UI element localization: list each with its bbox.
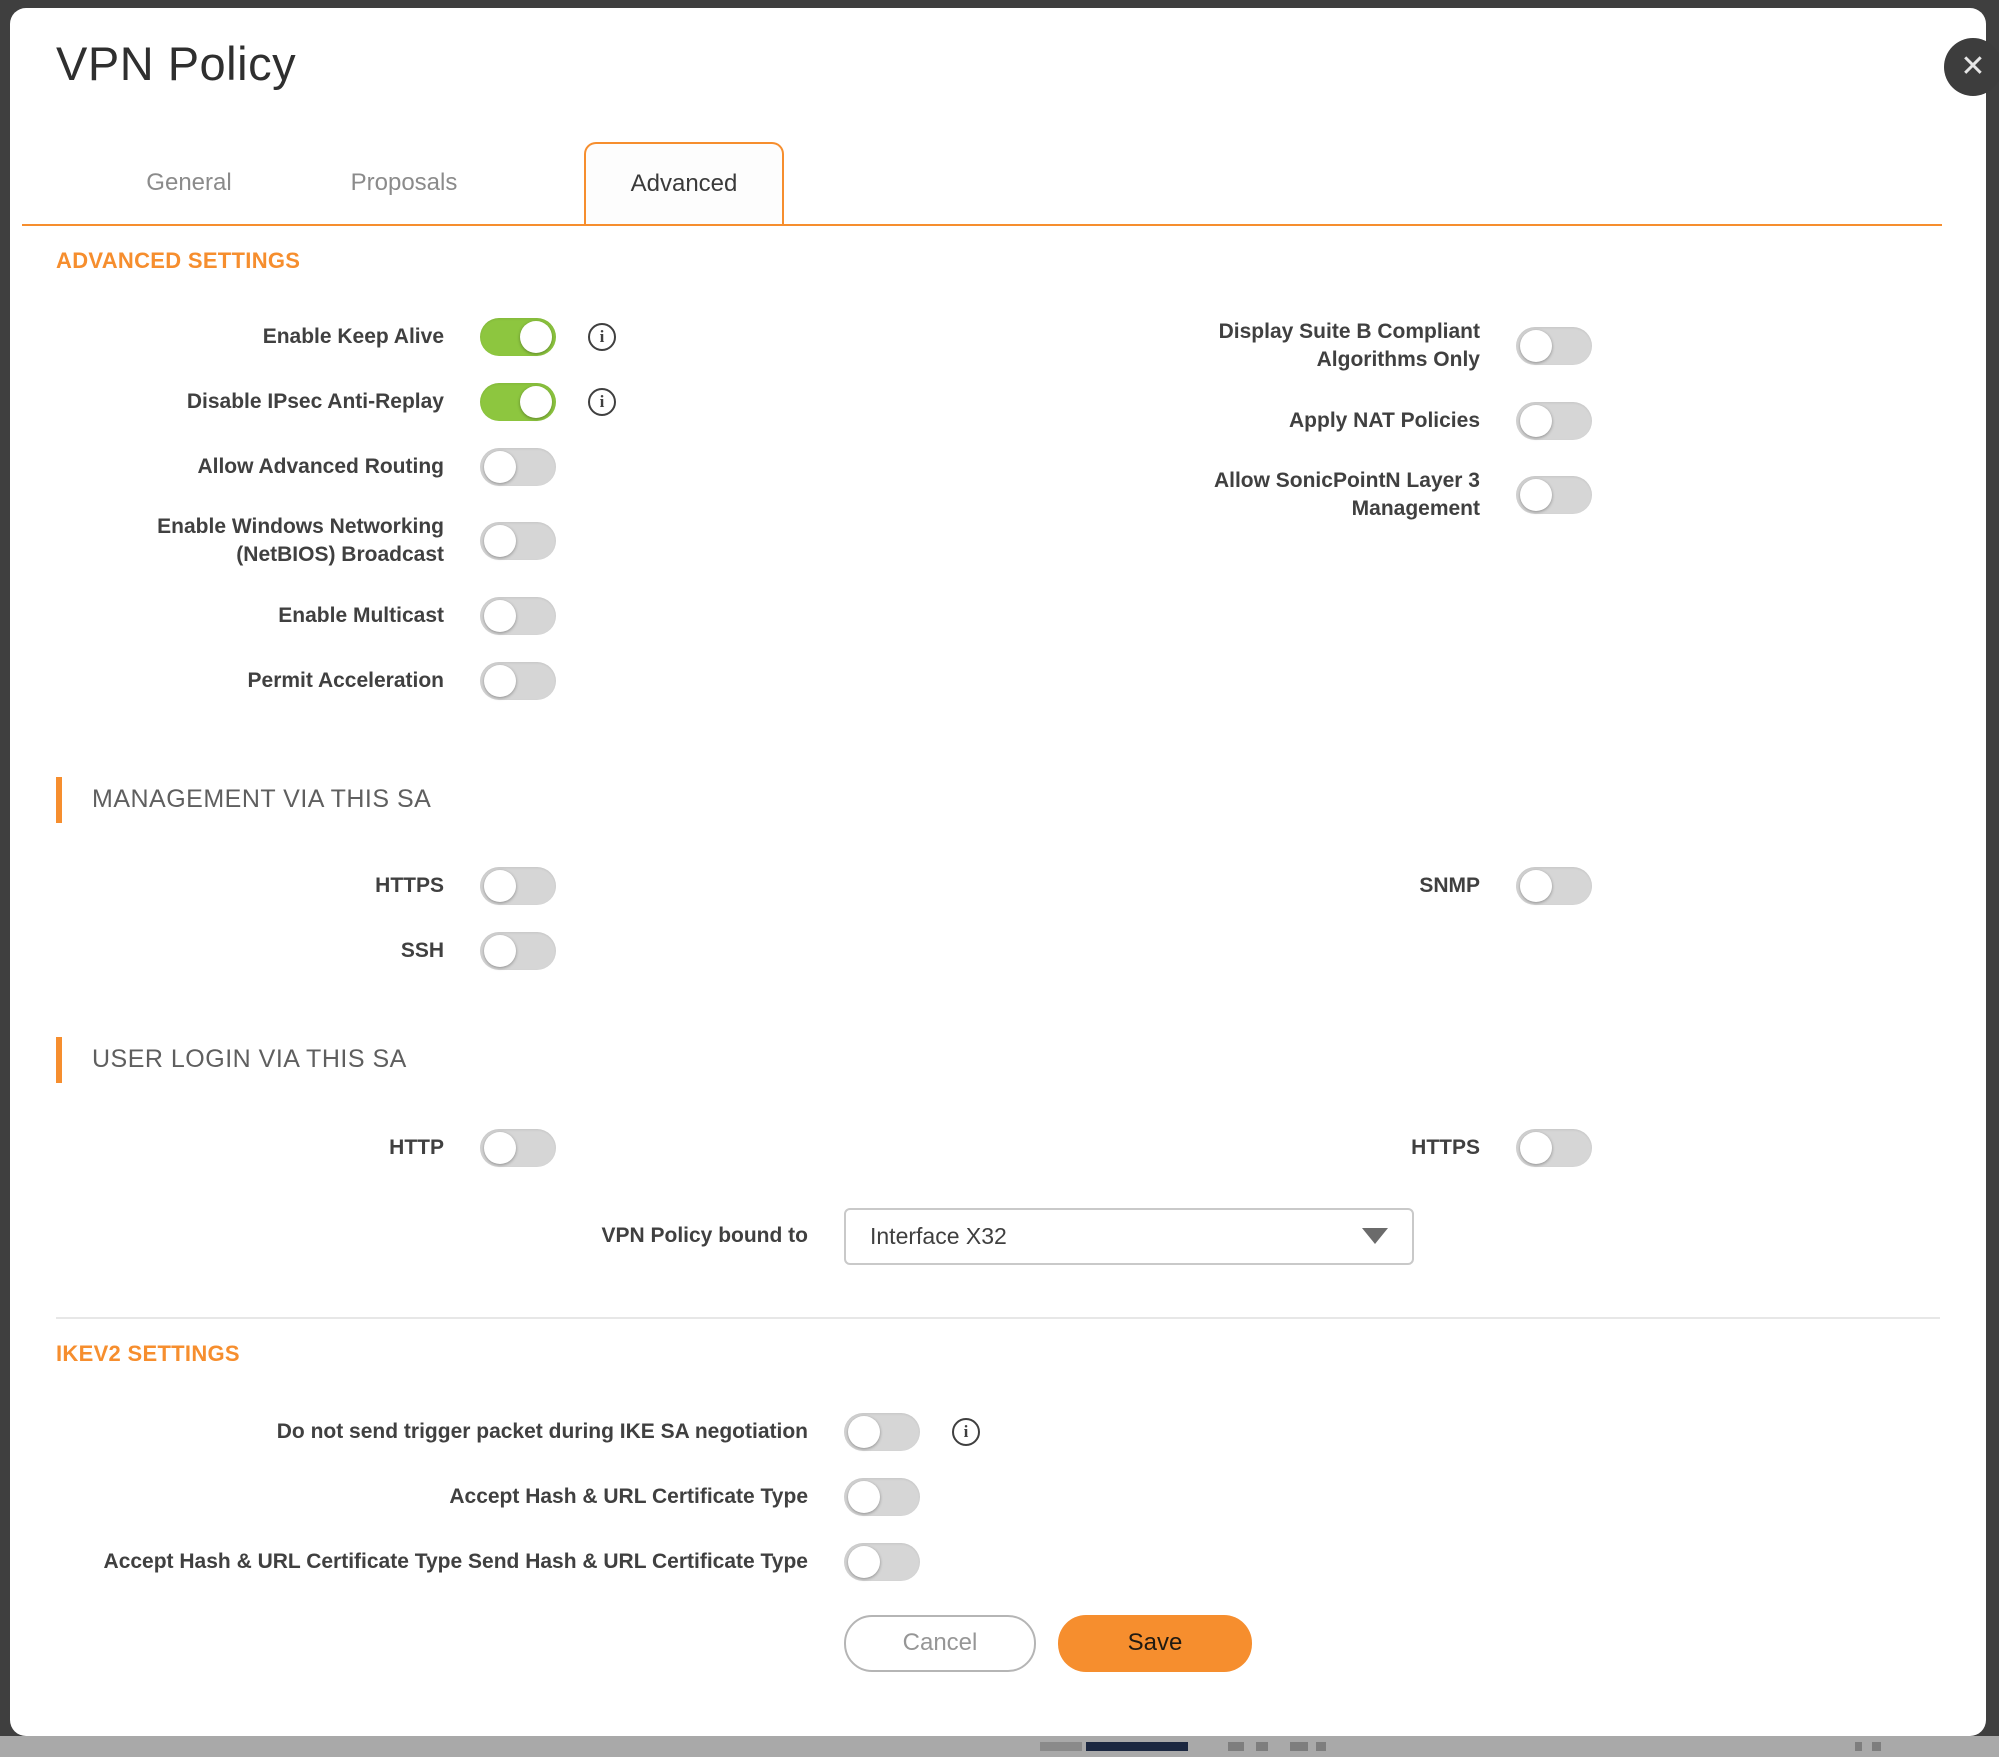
background-page-strip <box>0 1736 1999 1757</box>
vpn-bound-value: Interface X32 <box>870 1222 1007 1249</box>
toggle-label: Enable Keep Alive <box>262 324 444 348</box>
toggle-row <box>56 318 936 356</box>
toggle-switch[interactable] <box>1516 476 1592 514</box>
toggle-row <box>56 1543 1940 1581</box>
cancel-button[interactable]: Cancel <box>844 1615 1036 1672</box>
toggle-knob <box>520 321 552 353</box>
advanced-left-column <box>56 318 936 727</box>
background-fragment <box>1086 1742 1188 1751</box>
toggle-label: HTTPS <box>375 873 444 897</box>
toggle-switch[interactable] <box>480 448 556 486</box>
toggle-switch[interactable] <box>480 383 556 421</box>
toggle-row <box>56 597 936 635</box>
toggle-switch[interactable] <box>1516 327 1592 365</box>
toggle-row <box>56 1413 1940 1451</box>
toggle-knob <box>484 525 516 557</box>
background-fragment <box>1316 1742 1326 1751</box>
toggle-switch[interactable] <box>480 522 556 560</box>
toggle-switch[interactable] <box>480 932 556 970</box>
vpn-bound-label: VPN Policy bound to <box>601 1224 808 1248</box>
toggle-knob <box>484 665 516 697</box>
toggle-label: Permit Acceleration <box>247 668 444 692</box>
dialog-footer <box>844 1615 1940 1672</box>
advanced-right-column <box>936 318 1876 550</box>
toggle-label: Display Suite B Compliant Algorithms Only <box>1218 320 1480 372</box>
section-heading-ikev2: IKEV2 SETTINGS <box>56 1340 240 1366</box>
toggle-switch[interactable] <box>480 662 556 700</box>
toggle-row <box>56 932 936 970</box>
save-button[interactable]: Save <box>1058 1615 1252 1672</box>
toggle-knob <box>1520 330 1552 362</box>
toggle-switch[interactable] <box>480 867 556 905</box>
toggle-knob <box>484 451 516 483</box>
close-button[interactable] <box>1944 38 1999 96</box>
toggle-label: HTTP <box>389 1135 444 1159</box>
toggle-switch[interactable] <box>1516 867 1592 905</box>
toggle-label: Apply NAT Policies <box>1289 408 1480 432</box>
toggle-knob <box>484 1132 516 1164</box>
toggle-knob <box>1520 870 1552 902</box>
ikev2-section <box>56 1413 1940 1581</box>
toggle-row <box>56 867 936 905</box>
user-login-right-column <box>936 1129 1876 1194</box>
chevron-down-icon <box>1362 1228 1388 1244</box>
management-left-column <box>56 867 936 997</box>
close-icon: ✕ <box>1960 50 1986 83</box>
background-fragment <box>1040 1742 1082 1751</box>
toggle-row <box>936 467 1876 524</box>
tab-general[interactable]: General <box>146 169 232 196</box>
toggle-knob <box>484 935 516 967</box>
toggle-switch[interactable] <box>844 1478 920 1516</box>
tab-bar <box>22 142 1942 226</box>
management-right-column <box>936 867 1876 932</box>
toggle-knob <box>1520 479 1552 511</box>
management-section <box>56 867 1940 997</box>
toggle-knob <box>848 1481 880 1513</box>
toggle-knob <box>520 386 552 418</box>
toggle-knob <box>1520 405 1552 437</box>
toggle-knob <box>848 1546 880 1578</box>
toggle-knob <box>484 870 516 902</box>
toggle-switch[interactable] <box>844 1413 920 1451</box>
toggle-switch[interactable] <box>480 318 556 356</box>
toggle-label: Accept Hash & URL Certificate Type <box>449 1484 808 1508</box>
vpn-bound-row <box>56 1208 1940 1265</box>
background-fragment <box>1290 1742 1308 1751</box>
section-heading-user-login: USER LOGIN VIA THIS SA <box>56 1037 1940 1083</box>
vpn-bound-select[interactable] <box>844 1208 1414 1265</box>
tab-advanced[interactable]: Advanced <box>584 142 784 224</box>
section-accent-bar <box>56 777 62 823</box>
toggle-row <box>56 1478 1940 1516</box>
toggle-switch[interactable] <box>480 1129 556 1167</box>
section-accent-bar <box>56 1037 62 1083</box>
toggle-row <box>936 867 1876 905</box>
user-login-left-column <box>56 1129 936 1194</box>
toggle-switch[interactable] <box>844 1543 920 1581</box>
toggle-label: Do not send trigger packet during IKE SA negotiation <box>276 1419 808 1443</box>
page-title: VPN Policy <box>56 37 297 90</box>
toggle-knob <box>848 1416 880 1448</box>
tab-content <box>56 226 1940 1672</box>
section-heading-management: MANAGEMENT VIA THIS SA <box>56 777 1940 823</box>
toggle-label: HTTPS <box>1411 1135 1480 1159</box>
user-login-section <box>56 1129 1940 1194</box>
toggle-switch[interactable] <box>480 597 556 635</box>
toggle-label: Allow Advanced Routing <box>197 454 444 478</box>
tab-proposals[interactable]: Proposals <box>350 169 458 196</box>
toggle-label: Allow SonicPointN Layer 3 Management <box>1213 468 1480 521</box>
toggle-row <box>56 662 936 700</box>
toggle-knob <box>1520 1132 1552 1164</box>
vpn-policy-dialog <box>10 8 1986 1736</box>
toggle-label: Accept Hash & URL Certificate Type Send Hash & URL Certificate Type <box>103 1549 808 1573</box>
info-icon[interactable]: i <box>952 1418 980 1446</box>
toggle-row <box>936 318 1876 375</box>
background-fragment <box>1228 1742 1244 1751</box>
background-fragment <box>1872 1742 1881 1751</box>
section-heading-advanced-settings: ADVANCED SETTINGS <box>56 248 301 273</box>
toggle-switch[interactable] <box>1516 402 1592 440</box>
toggle-label: Enable Windows Networking (NetBIOS) Broadcast <box>157 515 444 567</box>
toggle-row <box>56 383 936 421</box>
info-icon[interactable]: i <box>588 323 616 351</box>
toggle-knob <box>484 600 516 632</box>
section-divider <box>56 1317 1940 1319</box>
toggle-label: Disable IPsec Anti-Replay <box>186 389 444 413</box>
background-fragment <box>1256 1742 1268 1751</box>
advanced-settings-section <box>56 318 1940 727</box>
background-fragment <box>1855 1742 1862 1751</box>
toggle-row <box>56 513 936 570</box>
toggle-label: SSH <box>400 938 444 962</box>
toggle-row <box>936 402 1876 440</box>
toggle-switch[interactable] <box>1516 1129 1592 1167</box>
info-icon[interactable]: i <box>588 388 616 416</box>
toggle-label: SNMP <box>1419 873 1480 897</box>
toggle-row <box>936 1129 1876 1167</box>
toggle-row <box>56 448 936 486</box>
toggle-row <box>56 1129 936 1167</box>
toggle-label: Enable Multicast <box>278 603 444 627</box>
